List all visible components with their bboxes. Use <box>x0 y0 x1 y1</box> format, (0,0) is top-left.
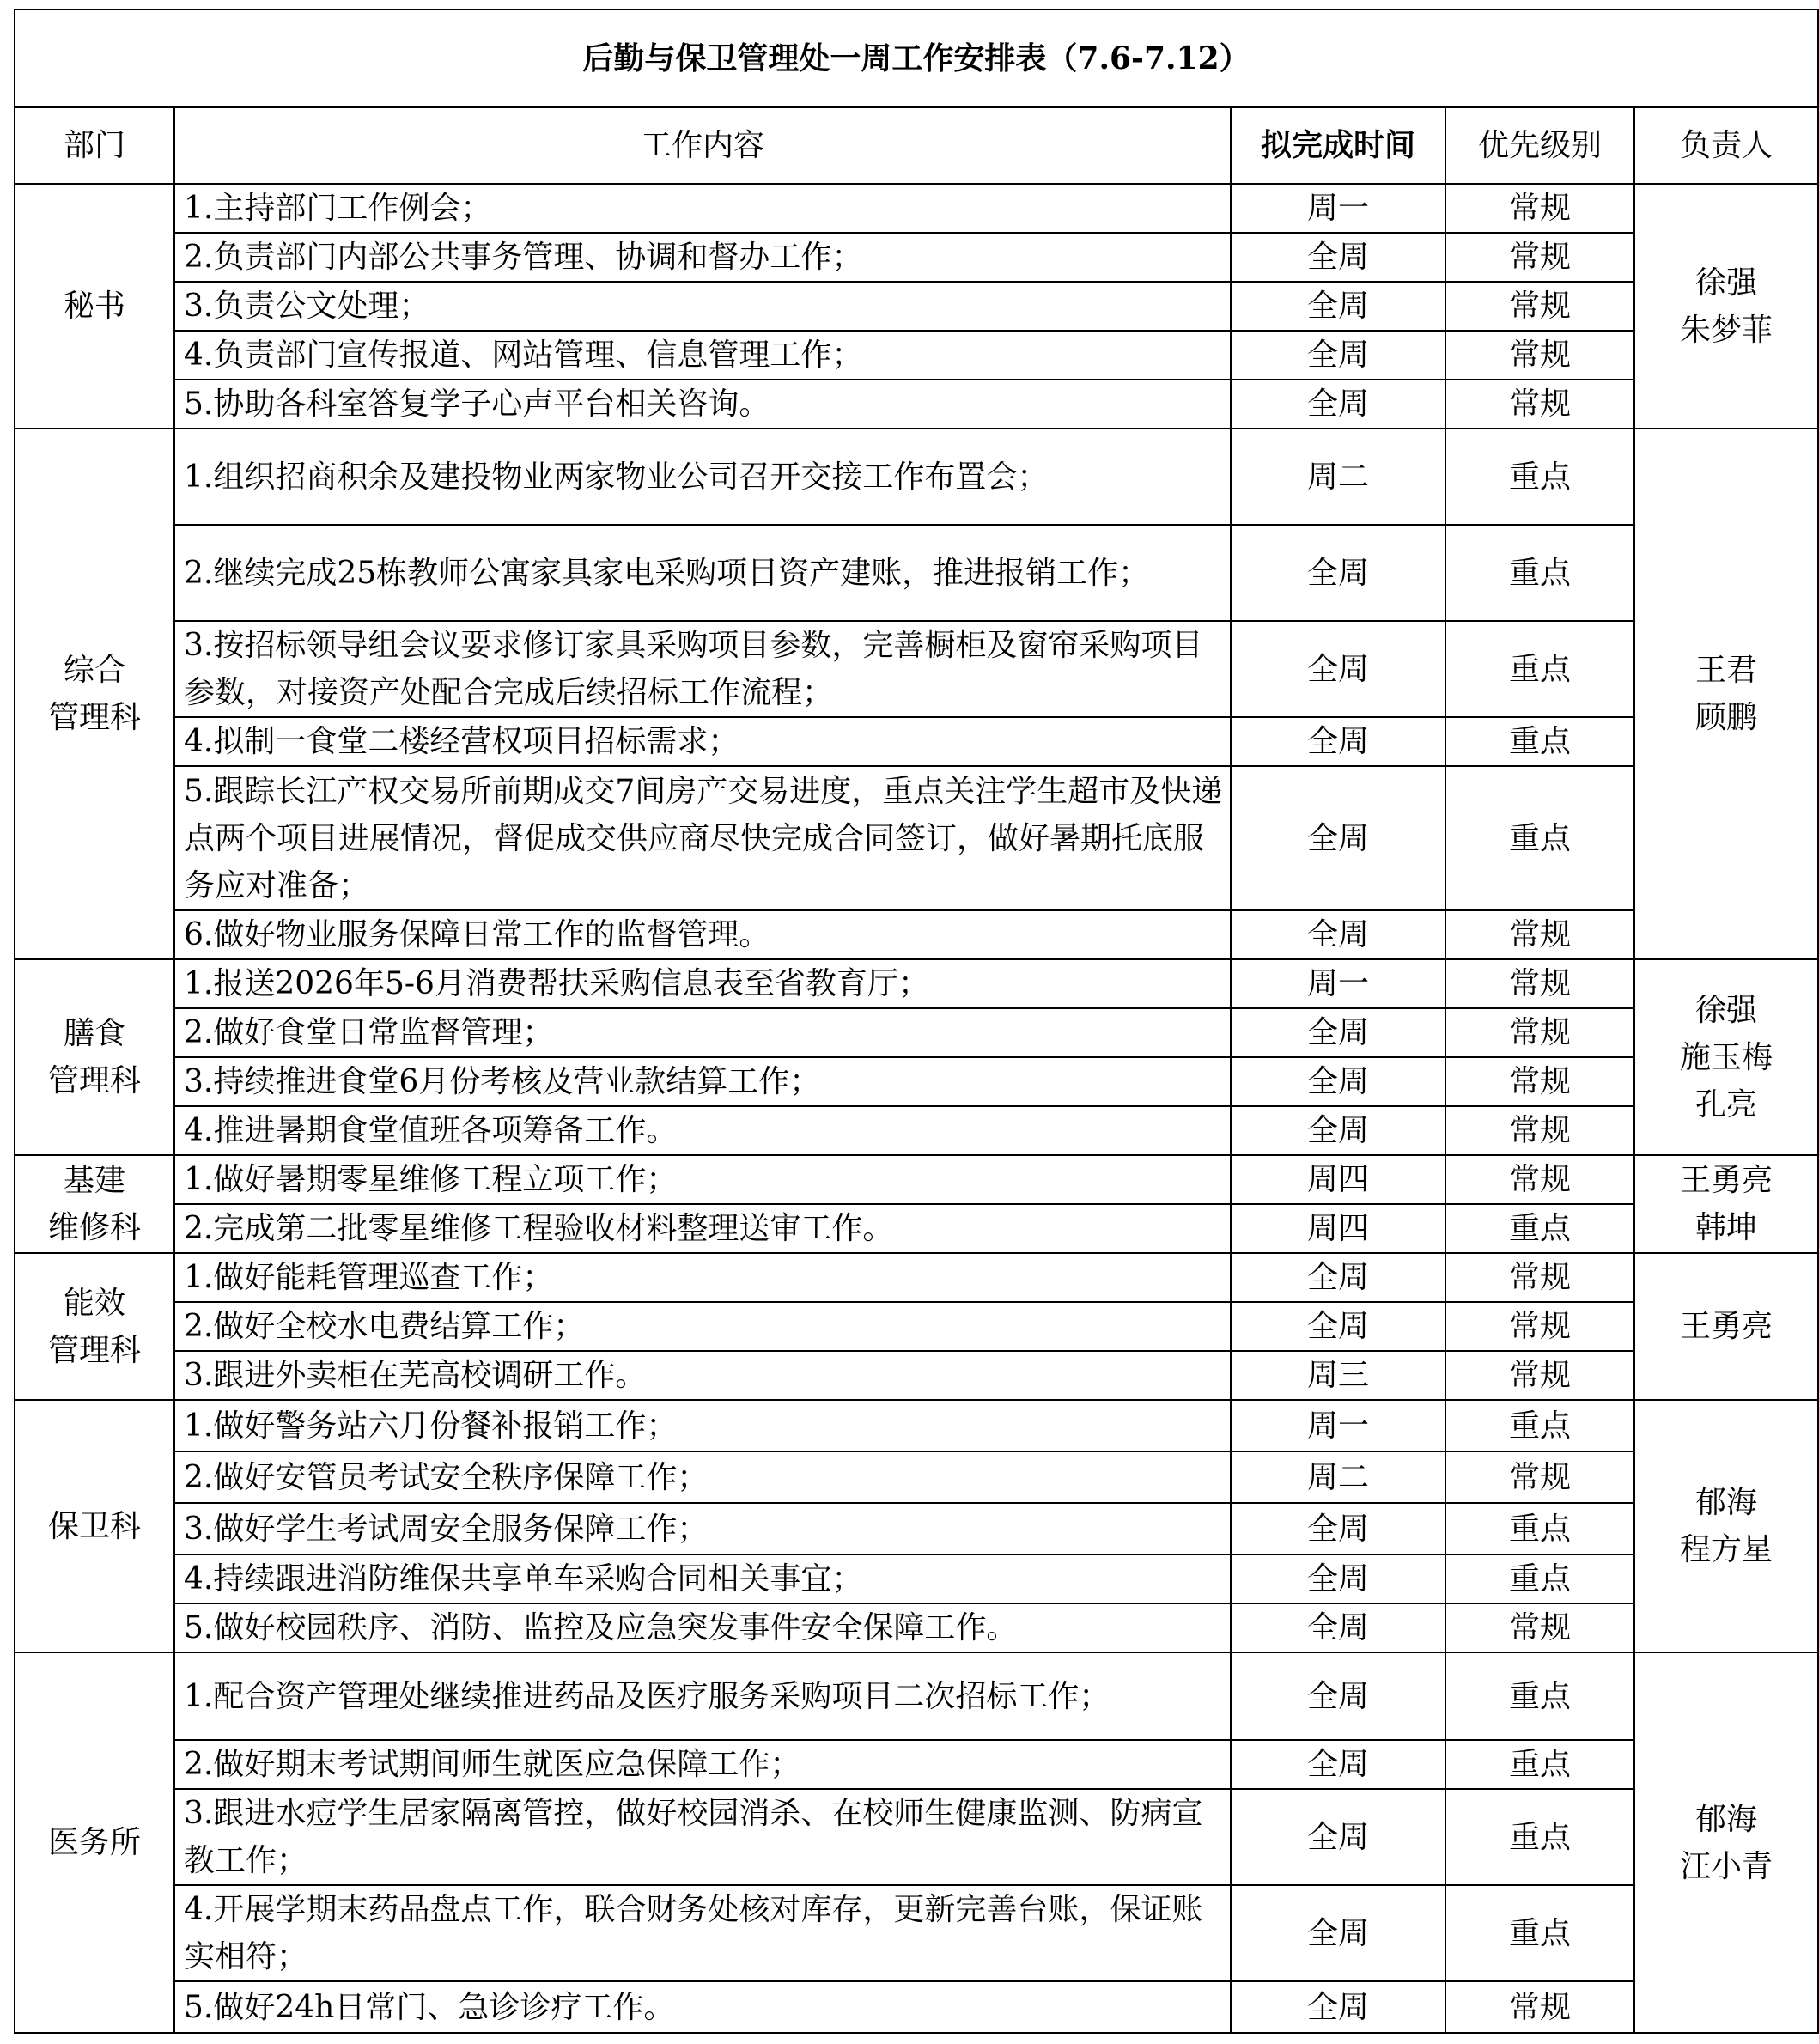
owner-cell: 徐强 施玉梅 孔亮 <box>1634 959 1818 1155</box>
owner-cell: 徐强 朱梦菲 <box>1634 184 1818 429</box>
time-cell: 全周 <box>1231 331 1445 380</box>
task-cell: 2.做好期末考试期间师生就医应急保障工作； <box>174 1740 1231 1789</box>
department-cell: 医务所 <box>15 1652 174 2033</box>
priority-cell: 常规 <box>1445 1057 1634 1106</box>
task-cell: 4.持续跟进消防维保共享单车采购合同相关事宜； <box>174 1554 1231 1603</box>
priority-cell: 重点 <box>1445 1885 1634 1981</box>
title-row <box>15 9 1818 107</box>
table-row <box>15 1204 1818 1253</box>
table-row <box>15 1503 1818 1554</box>
task-cell: 2.做好食堂日常监督管理； <box>174 1008 1231 1057</box>
table-row <box>15 1789 1818 1885</box>
priority-cell: 常规 <box>1445 1008 1634 1057</box>
time-cell: 全周 <box>1231 1603 1445 1652</box>
task-cell: 4.负责部门宣传报道、网站管理、信息管理工作； <box>174 331 1231 380</box>
table-row <box>15 331 1818 380</box>
time-cell: 全周 <box>1231 717 1445 766</box>
task-cell: 5.跟踪长江产权交易所前期成交7间房产交易进度，重点关注学生超市及快递点两个项目进展情况，督促成交供应商尽快完成合同签订，做好暑期托底服务应对准备； <box>174 766 1231 910</box>
priority-cell: 常规 <box>1445 1451 1634 1503</box>
department-cell: 膳食 管理科 <box>15 959 174 1155</box>
priority-cell: 重点 <box>1445 621 1634 717</box>
priority-cell: 常规 <box>1445 1253 1634 1302</box>
priority-cell: 常规 <box>1445 1106 1634 1155</box>
table-row <box>15 766 1818 910</box>
task-cell: 1.报送2026年5-6月消费帮扶采购信息表至省教育厅； <box>174 959 1231 1008</box>
table-row <box>15 1008 1818 1057</box>
task-cell: 2.做好全校水电费结算工作； <box>174 1302 1231 1351</box>
owner-cell: 王勇亮 韩坤 <box>1634 1155 1818 1253</box>
priority-cell: 重点 <box>1445 1789 1634 1885</box>
time-cell: 周四 <box>1231 1155 1445 1204</box>
table-row <box>15 1155 1818 1204</box>
task-cell: 1.做好能耗管理巡查工作； <box>174 1253 1231 1302</box>
task-cell: 1.组织招商积余及建投物业两家物业公司召开交接工作布置会； <box>174 429 1231 525</box>
time-cell: 全周 <box>1231 1554 1445 1603</box>
table-row <box>15 184 1818 233</box>
time-cell: 全周 <box>1231 525 1445 621</box>
task-cell: 5.做好校园秩序、消防、监控及应急突发事件安全保障工作。 <box>174 1603 1231 1652</box>
priority-cell: 常规 <box>1445 282 1634 331</box>
table-row <box>15 380 1818 429</box>
header-owner: 负责人 <box>1634 107 1818 184</box>
department-cell: 保卫科 <box>15 1400 174 1652</box>
table-row <box>15 1885 1818 1981</box>
priority-cell: 重点 <box>1445 1204 1634 1253</box>
time-cell: 全周 <box>1231 380 1445 429</box>
department-cell: 综合 管理科 <box>15 429 174 959</box>
priority-cell: 重点 <box>1445 717 1634 766</box>
task-cell: 1.做好暑期零星维修工程立项工作； <box>174 1155 1231 1204</box>
time-cell: 全周 <box>1231 233 1445 282</box>
owner-cell: 郁海 汪小青 <box>1634 1652 1818 2033</box>
time-cell: 全周 <box>1231 1057 1445 1106</box>
table-row <box>15 1981 1818 2033</box>
table-row <box>15 1351 1818 1400</box>
department-cell: 能效 管理科 <box>15 1253 174 1400</box>
time-cell: 全周 <box>1231 1106 1445 1155</box>
task-cell: 2.负责部门内部公共事务管理、协调和督办工作； <box>174 233 1231 282</box>
table-row <box>15 1451 1818 1503</box>
owner-cell: 王君 顾鹏 <box>1634 429 1818 959</box>
priority-cell: 重点 <box>1445 1740 1634 1789</box>
table-row <box>15 1057 1818 1106</box>
department-cell: 基建 维修科 <box>15 1155 174 1253</box>
table-row <box>15 1603 1818 1652</box>
time-cell: 周四 <box>1231 1204 1445 1253</box>
table-row <box>15 1253 1818 1302</box>
task-cell: 5.做好24h日常门、急诊诊疗工作。 <box>174 1981 1231 2033</box>
table-row <box>15 429 1818 525</box>
table-row <box>15 910 1818 959</box>
task-cell: 2.做好安管员考试安全秩序保障工作； <box>174 1451 1231 1503</box>
table-row <box>15 1400 1818 1451</box>
task-cell: 6.做好物业服务保障日常工作的监督管理。 <box>174 910 1231 959</box>
time-cell: 全周 <box>1231 282 1445 331</box>
time-cell: 全周 <box>1231 1503 1445 1554</box>
task-cell: 4.推进暑期食堂值班各项筹备工作。 <box>174 1106 1231 1155</box>
time-cell: 全周 <box>1231 1740 1445 1789</box>
task-cell: 5.协助各科室答复学子心声平台相关咨询。 <box>174 380 1231 429</box>
priority-cell: 常规 <box>1445 1603 1634 1652</box>
header-content: 工作内容 <box>174 107 1231 184</box>
time-cell: 周二 <box>1231 429 1445 525</box>
priority-cell: 常规 <box>1445 184 1634 233</box>
priority-cell: 重点 <box>1445 766 1634 910</box>
time-cell: 周二 <box>1231 1451 1445 1503</box>
priority-cell: 常规 <box>1445 910 1634 959</box>
task-cell: 1.做好警务站六月份餐补报销工作； <box>174 1400 1231 1451</box>
priority-cell: 重点 <box>1445 1503 1634 1554</box>
time-cell: 全周 <box>1231 910 1445 959</box>
priority-cell: 重点 <box>1445 1400 1634 1451</box>
time-cell: 全周 <box>1231 766 1445 910</box>
table-row <box>15 1740 1818 1789</box>
time-cell: 全周 <box>1231 1885 1445 1981</box>
table-row <box>15 525 1818 621</box>
task-cell: 3.跟进水痘学生居家隔离管控，做好校园消杀、在校师生健康监测、防病宣教工作； <box>174 1789 1231 1885</box>
time-cell: 全周 <box>1231 1008 1445 1057</box>
priority-cell: 常规 <box>1445 331 1634 380</box>
task-cell: 1.主持部门工作例会； <box>174 184 1231 233</box>
priority-cell: 常规 <box>1445 233 1634 282</box>
time-cell: 全周 <box>1231 1981 1445 2033</box>
table-row <box>15 1106 1818 1155</box>
department-cell: 秘书 <box>15 184 174 429</box>
task-cell: 1.配合资产管理处继续推进药品及医疗服务采购项目二次招标工作； <box>174 1652 1231 1740</box>
table-row <box>15 233 1818 282</box>
header-row <box>15 107 1818 184</box>
header-time: 拟完成时间 <box>1231 107 1445 184</box>
task-cell: 4.开展学期末药品盘点工作，联合财务处核对库存，更新完善台账，保证账实相符； <box>174 1885 1231 1981</box>
priority-cell: 常规 <box>1445 1351 1634 1400</box>
task-cell: 4.拟制一食堂二楼经营权项目招标需求； <box>174 717 1231 766</box>
header-department: 部门 <box>15 107 174 184</box>
time-cell: 周一 <box>1231 959 1445 1008</box>
priority-cell: 常规 <box>1445 1155 1634 1204</box>
table-row <box>15 282 1818 331</box>
table-row <box>15 1554 1818 1603</box>
time-cell: 周一 <box>1231 1400 1445 1451</box>
priority-cell: 重点 <box>1445 1652 1634 1740</box>
task-cell: 2.完成第二批零星维修工程验收材料整理送审工作。 <box>174 1204 1231 1253</box>
owner-cell: 王勇亮 <box>1634 1253 1818 1400</box>
time-cell: 全周 <box>1231 1302 1445 1351</box>
time-cell: 全周 <box>1231 1253 1445 1302</box>
task-cell: 2.继续完成25栋教师公寓家具家电采购项目资产建账，推进报销工作； <box>174 525 1231 621</box>
task-cell: 3.负责公文处理； <box>174 282 1231 331</box>
priority-cell: 重点 <box>1445 525 1634 621</box>
schedule-table <box>14 9 1819 2034</box>
table-row <box>15 621 1818 717</box>
time-cell: 周三 <box>1231 1351 1445 1400</box>
priority-cell: 常规 <box>1445 959 1634 1008</box>
time-cell: 全周 <box>1231 1789 1445 1885</box>
priority-cell: 常规 <box>1445 380 1634 429</box>
table-row <box>15 1652 1818 1740</box>
page-title: 后勤与保卫管理处一周工作安排表（7.6-7.12） <box>15 9 1818 107</box>
task-cell: 3.持续推进食堂6月份考核及营业款结算工作； <box>174 1057 1231 1106</box>
table-row <box>15 959 1818 1008</box>
owner-cell: 郁海 程方星 <box>1634 1400 1818 1652</box>
time-cell: 全周 <box>1231 621 1445 717</box>
task-cell: 3.跟进外卖柜在芜高校调研工作。 <box>174 1351 1231 1400</box>
table-row <box>15 1302 1818 1351</box>
time-cell: 全周 <box>1231 1652 1445 1740</box>
header-priority: 优先级别 <box>1445 107 1634 184</box>
table-row <box>15 717 1818 766</box>
priority-cell: 重点 <box>1445 429 1634 525</box>
priority-cell: 常规 <box>1445 1981 1634 2033</box>
task-cell: 3.做好学生考试周安全服务保障工作； <box>174 1503 1231 1554</box>
priority-cell: 常规 <box>1445 1302 1634 1351</box>
time-cell: 周一 <box>1231 184 1445 233</box>
priority-cell: 重点 <box>1445 1554 1634 1603</box>
task-cell: 3.按招标领导组会议要求修订家具采购项目参数，完善橱柜及窗帘采购项目参数，对接资产处配合完成后续招标工作流程； <box>174 621 1231 717</box>
